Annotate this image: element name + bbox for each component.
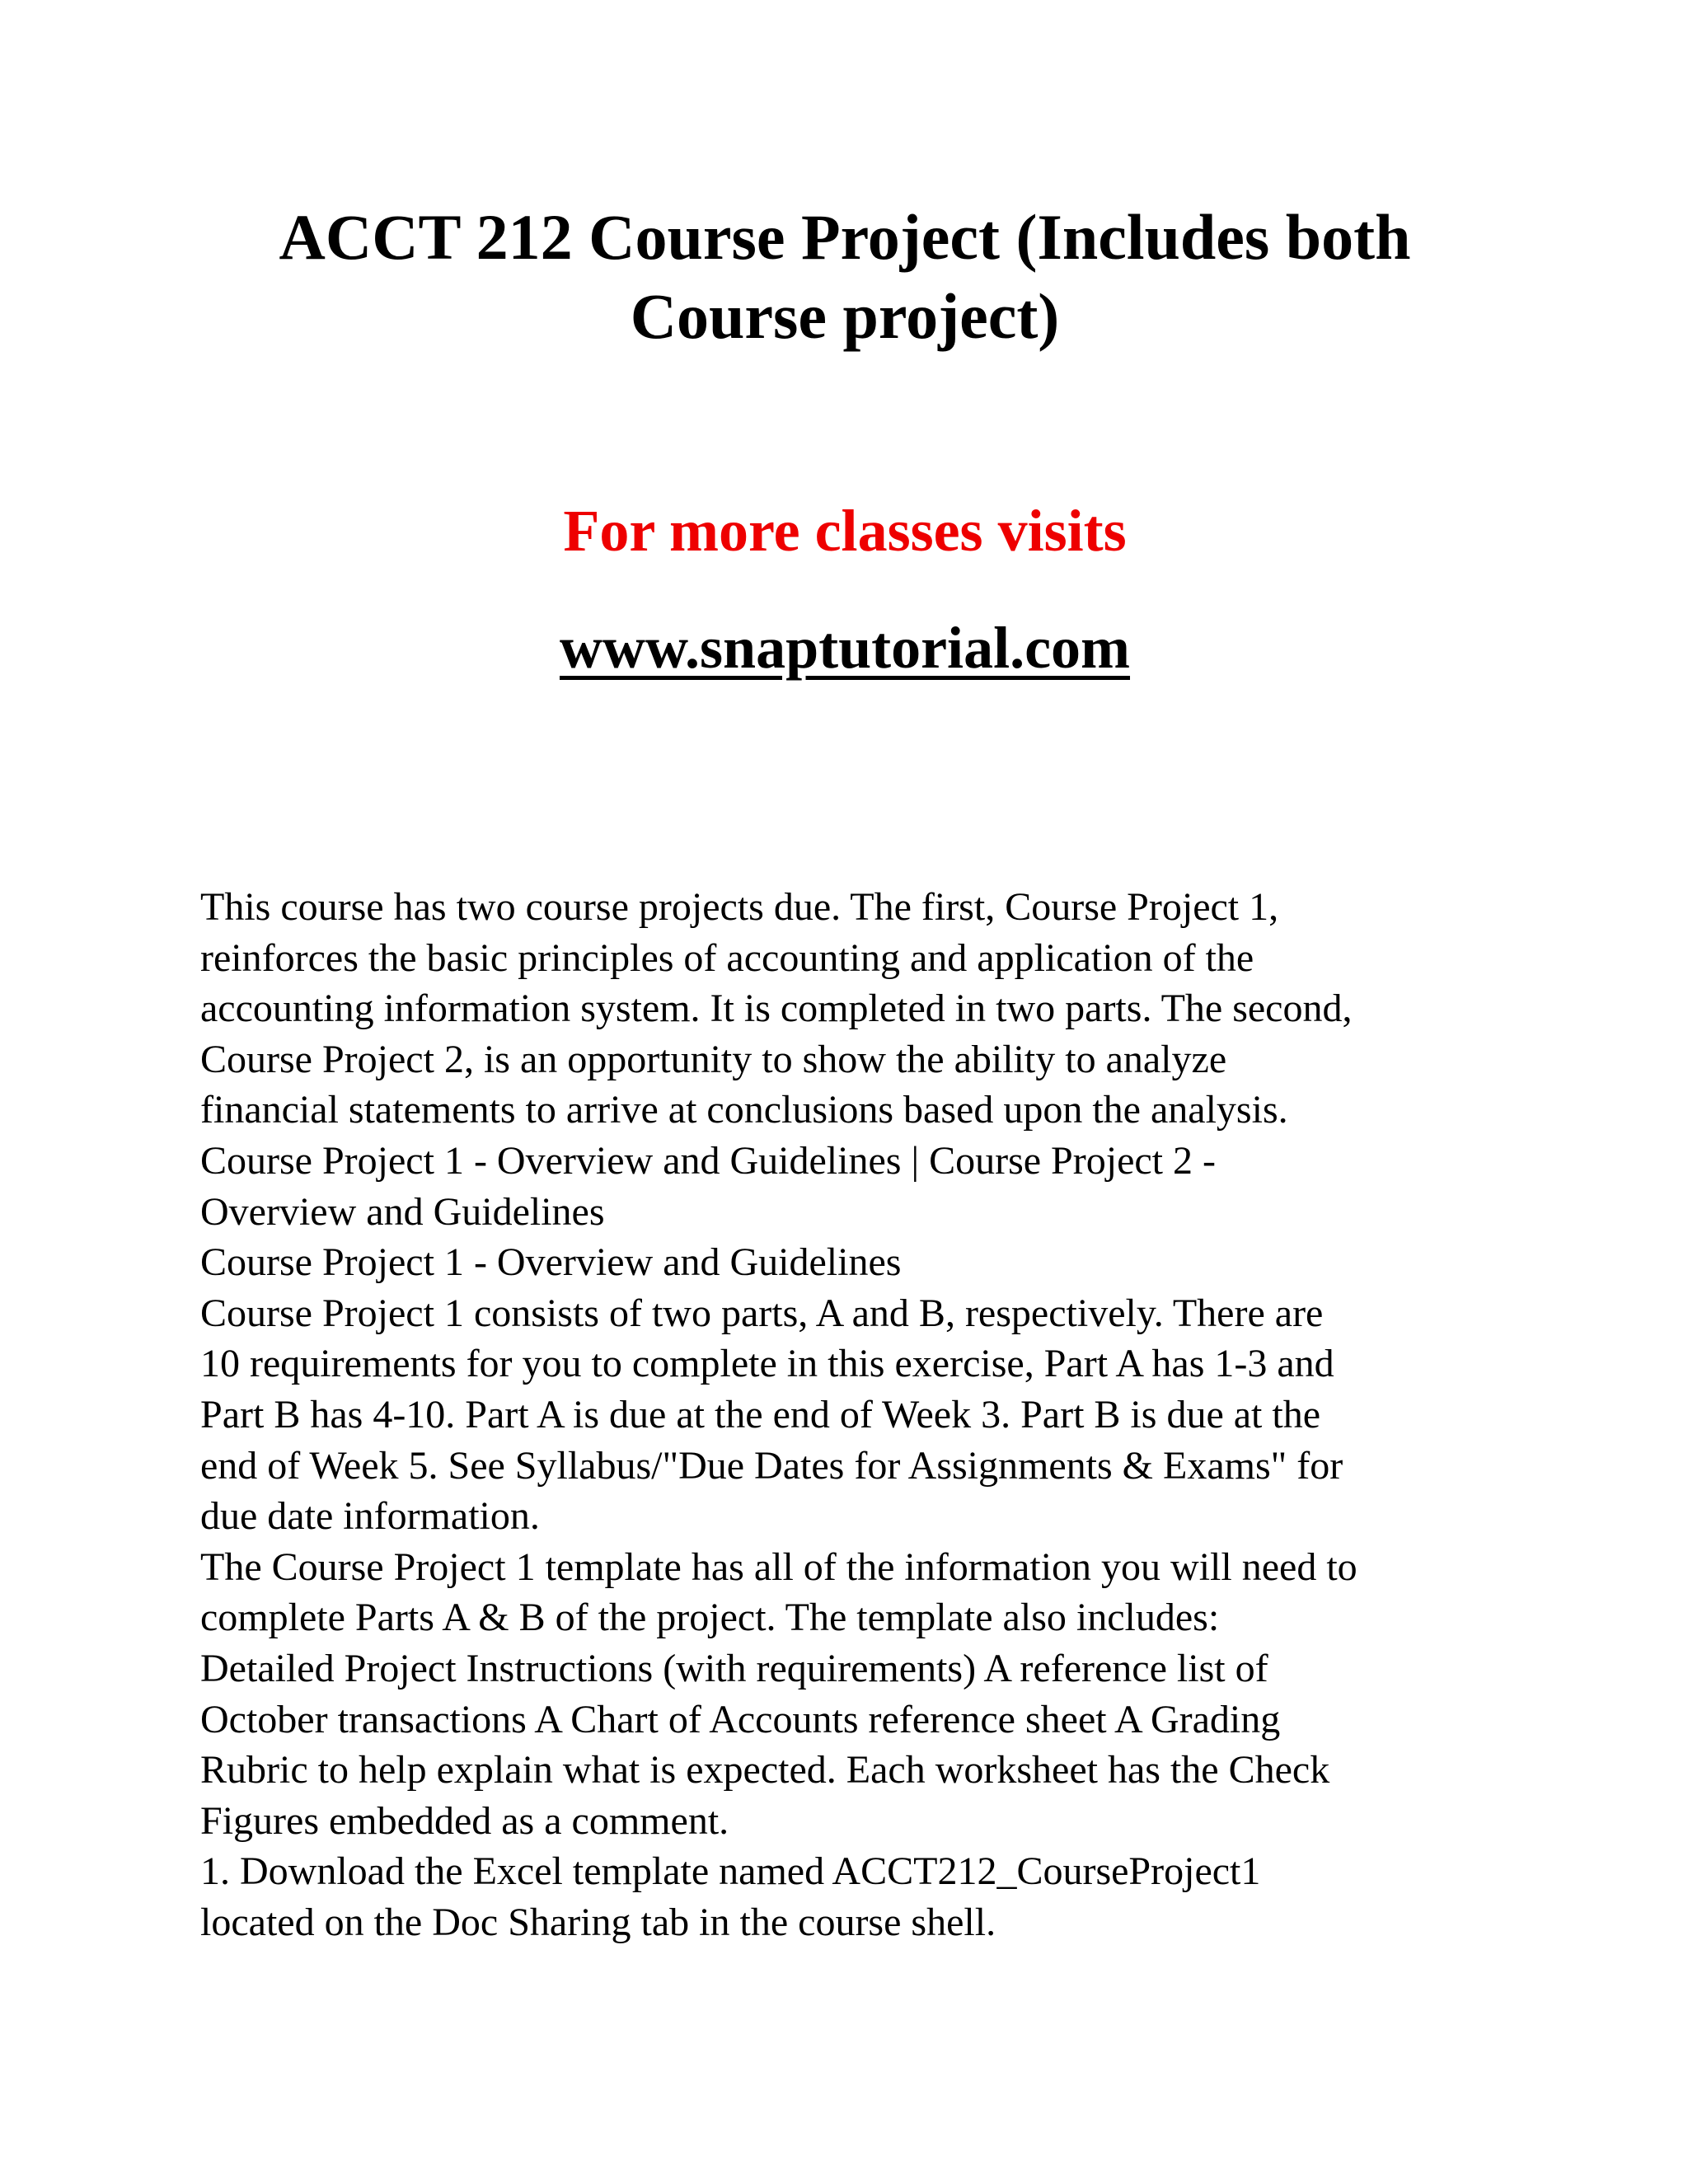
body-line: Detailed Project Instructions (with requirements) A reference list of [200, 1646, 1268, 1690]
body-line: Course Project 1 consists of two parts, A and B, respectively. There are [200, 1291, 1324, 1335]
body-line: The Course Project 1 template has all of the information you will need to [200, 1544, 1357, 1589]
body-line: accounting information system. It is completed in two parts. The second, [200, 987, 1353, 1031]
body-line: located on the Doc Sharing tab in the course shell. [200, 1900, 996, 1944]
body-line: Course Project 1 - Overview and Guidelines | Course Project 2 - [200, 1138, 1216, 1183]
site-link[interactable]: www.snaptutorial.com [559, 615, 1130, 681]
body-line: Rubric to help explain what is expected. Each worksheet has the Check [200, 1748, 1330, 1793]
document-title [198, 198, 1492, 356]
body-line: end of Week 5. See Syllabus/"Due Dates for Assignments & Exams" for [200, 1443, 1343, 1488]
body-line: Course Project 2, is an opportunity to show the ability to analyze [200, 1037, 1227, 1081]
title-line-2: Course project) [630, 280, 1060, 352]
body-line: 1. Download the Excel template named ACCT212_CourseProject1 [200, 1849, 1261, 1894]
body-text [200, 882, 1519, 1947]
body-line: October transactions A Chart of Accounts reference sheet A Grading [200, 1697, 1281, 1741]
site-link-container [198, 608, 1492, 687]
title-line-1: ACCT 212 Course Project (Includes both [279, 201, 1411, 273]
body-line: complete Parts A & B of the project. The template also includes: [200, 1596, 1220, 1640]
body-line: Figures embedded as a comment. [200, 1798, 729, 1843]
body-line: This course has two course projects due. The first, Course Project 1, [200, 885, 1279, 929]
body-line: Part B has 4-10. Part A is due at the end of Week 3. Part B is due at the [200, 1392, 1321, 1436]
body-line: Overview and Guidelines [200, 1189, 605, 1234]
body-line: 10 requirements for you to complete in this exercise, Part A has 1-3 and [200, 1342, 1334, 1386]
body-line: financial statements to arrive at conclusions based upon the analysis. [200, 1088, 1288, 1132]
body-line: Course Project 1 - Overview and Guidelines [200, 1240, 902, 1285]
promo-text: For more classes visits [563, 498, 1127, 564]
body-line: reinforces the basic principles of accounting and application of the [200, 935, 1254, 980]
body-line: due date information. [200, 1494, 540, 1539]
